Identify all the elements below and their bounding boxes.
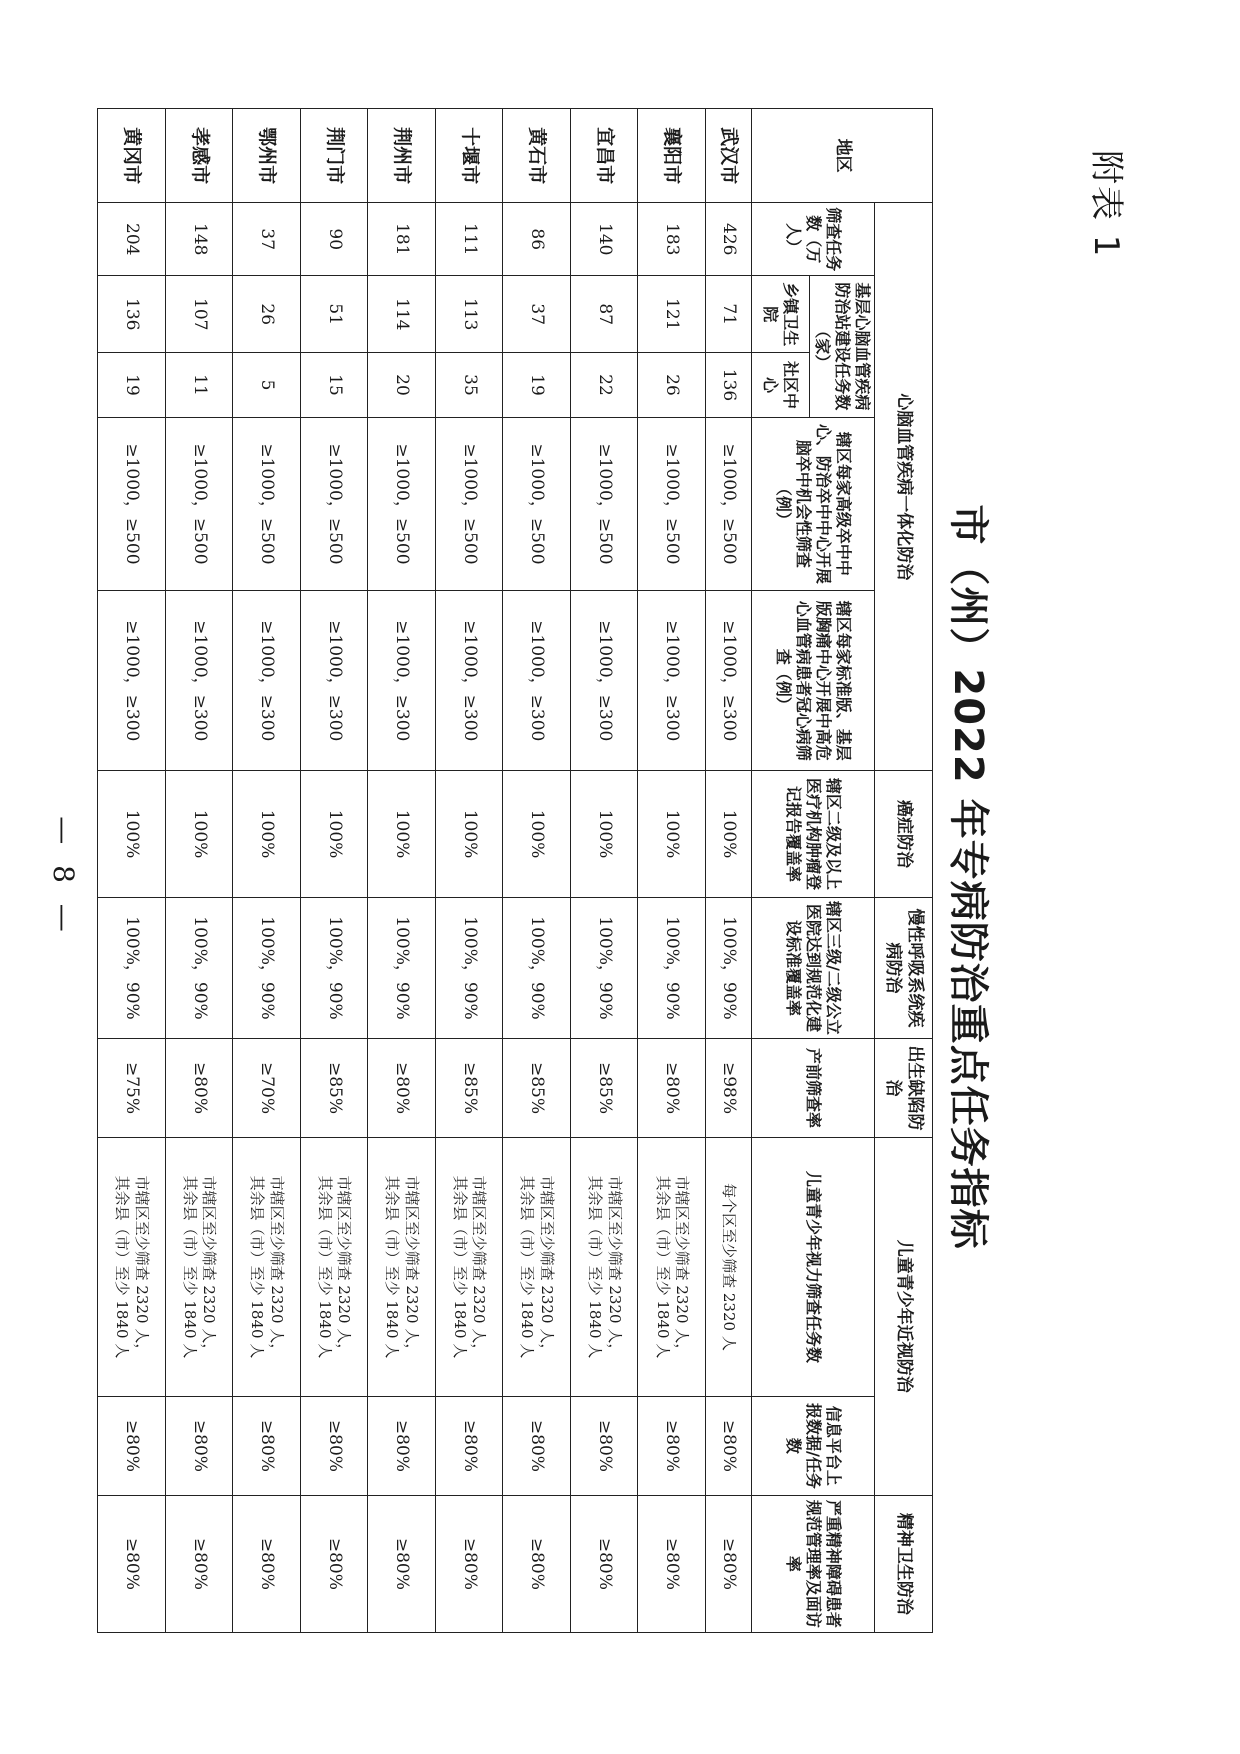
vision-line-2: 其余县（市）至少 1840 人 [518,1175,537,1359]
cell-region: 荆州市 [368,109,436,203]
cell-township-hospitals: 26 [233,276,301,353]
cell-info-platform: ≥80% [638,1397,706,1496]
cell-info-platform: ≥80% [705,1397,751,1496]
cell-chest-pain-screening: ≥1000，≥300 [638,591,706,771]
vision-line-1: 市辖区至少筛查 2320 人， [267,1175,286,1359]
cell-township-hospitals: 136 [98,276,166,353]
cell-chest-pain-screening: ≥1000，≥300 [233,591,301,771]
vision-line-2: 其余县（市）至少 1840 人 [653,1175,672,1359]
cell-stroke-screening: ≥1000，≥500 [165,417,233,591]
cell-township-hospitals: 51 [300,276,368,353]
vision-line-2: 其余县（市）至少 1840 人 [180,1175,199,1359]
cell-info-platform: ≥80% [300,1397,368,1496]
page-number: — 8 — [47,816,80,938]
vision-line-2: 其余县（市）至少 1840 人 [315,1175,334,1359]
cell-info-platform: ≥80% [165,1397,233,1496]
table-row [368,109,436,1633]
table-row [98,109,166,1633]
cell-cancer-registry: 100% [368,771,436,897]
header-chest-pain-screening: 辖区每家标准版、基层版胸痛中心开展中高危心血管病患者冠心病筛查（例） [752,591,875,771]
cell-prenatal-screening: ≥85% [435,1039,503,1138]
cell-chest-pain-screening: ≥1000，≥300 [705,591,751,771]
cell-prenatal-screening: ≥85% [300,1039,368,1138]
header-myopia-group: 儿童青少年近视防治 [875,1137,933,1495]
cell-screening-tasks: 90 [300,203,368,276]
cell-cancer-registry: 100% [233,771,301,897]
cell-mental-management: ≥80% [435,1495,503,1632]
cell-cancer-registry: 100% [300,771,368,897]
table-body [98,109,752,1633]
vision-line-2: 其余县（市）至少 1840 人 [248,1175,267,1359]
cell-cancer-registry: 100% [705,771,751,897]
cell-stroke-screening: ≥1000，≥500 [705,417,751,591]
cell-township-hospitals: 114 [368,276,436,353]
table-row [435,109,503,1633]
cell-stroke-screening: ≥1000，≥500 [638,417,706,591]
vision-line-1: 市辖区至少筛查 2320 人， [470,1175,489,1359]
cell-region: 黄冈市 [98,109,166,203]
cell-vision-tasks [503,1137,571,1396]
header-region: 地区 [752,109,933,203]
header-cardio-group: 心脑血管疾病一体化防治 [875,203,933,771]
cell-community-centers: 11 [165,353,233,417]
cell-prenatal-screening: ≥85% [503,1039,571,1138]
cell-community-centers: 22 [570,353,638,417]
cell-region: 十堰市 [435,109,503,203]
vision-line-1: 市辖区至少筛查 2320 人， [538,1175,556,1359]
cell-mental-management: ≥80% [233,1495,301,1632]
cell-vision-tasks [435,1137,503,1396]
cell-community-centers: 136 [705,353,751,417]
cell-stroke-screening: ≥1000，≥500 [300,417,368,591]
cell-prenatal-screening: ≥85% [570,1039,638,1138]
cell-mental-management: ≥80% [570,1495,638,1632]
header-vision-tasks: 儿童青少年视力筛查任务数 [752,1137,875,1396]
cell-region: 鄂州市 [233,109,301,203]
cell-cancer-registry: 100% [570,771,638,897]
cell-community-centers: 19 [503,353,571,417]
cell-community-centers: 15 [300,353,368,417]
vision-line-1: 市辖区至少筛查 2320 人， [200,1175,219,1359]
vision-line-1: 市辖区至少筛查 2320 人， [605,1175,624,1359]
cell-screening-tasks: 181 [368,203,436,276]
cell-respiratory-coverage: 100%，90% [98,897,166,1038]
cell-vision-tasks [165,1137,233,1396]
cell-cancer-registry: 100% [98,771,166,897]
cell-stroke-screening: ≥1000，≥500 [233,417,301,591]
cell-vision-tasks [638,1137,706,1396]
vision-line-1: 每个区至少筛查 2320 人 [720,1183,739,1351]
cell-chest-pain-screening: ≥1000，≥300 [300,591,368,771]
table-row [165,109,233,1633]
cell-vision-tasks [368,1137,436,1396]
cell-info-platform: ≥80% [503,1397,571,1496]
header-info-platform: 信息平台上报数据/任务数 [752,1397,875,1496]
cell-community-centers: 26 [638,353,706,417]
cell-respiratory-coverage: 100%，90% [233,897,301,1038]
header-screening-tasks: 筛查任务数（万人） [752,203,875,276]
vision-line-1: 市辖区至少筛查 2320 人， [402,1175,421,1359]
cell-mental-management: ≥80% [705,1495,751,1632]
indicator-table [97,108,933,1633]
cell-screening-tasks: 204 [98,203,166,276]
cell-cancer-registry: 100% [503,771,571,897]
header-respiratory-group: 慢性呼吸系统疾病防治 [875,897,933,1038]
header-base-station: 基层心脑血管疾病防治站建设任务数（家） [810,276,875,417]
cell-township-hospitals: 107 [165,276,233,353]
cell-screening-tasks: 426 [705,203,751,276]
header-birth-defect-group: 出生缺陷防治 [875,1039,933,1138]
cell-screening-tasks: 111 [435,203,503,276]
cell-region: 襄阳市 [638,109,706,203]
cell-prenatal-screening: ≥80% [368,1039,436,1138]
cell-respiratory-coverage: 100%，90% [638,897,706,1038]
vision-line-1: 市辖区至少筛查 2320 人， [132,1175,151,1359]
cell-township-hospitals: 121 [638,276,706,353]
cell-chest-pain-screening: ≥1000，≥300 [368,591,436,771]
cell-vision-tasks [705,1137,751,1396]
cell-chest-pain-screening: ≥1000，≥300 [435,591,503,771]
cell-respiratory-coverage: 100%，90% [503,897,571,1038]
cell-screening-tasks: 37 [233,203,301,276]
cell-chest-pain-screening: ≥1000，≥300 [165,591,233,771]
table-row [503,109,571,1633]
cell-community-centers: 35 [435,353,503,417]
cell-region: 黄石市 [503,109,571,203]
cell-chest-pain-screening: ≥1000，≥300 [503,591,571,771]
vision-line-2: 其余县（市）至少 1840 人 [383,1175,402,1359]
cell-community-centers: 19 [98,353,166,417]
header-cancer-registry: 辖区二级及以上医疗机构肿瘤登记报告覆盖率 [752,771,875,897]
vision-line-2: 其余县（市）至少 1840 人 [113,1175,132,1359]
cell-vision-tasks [233,1137,301,1396]
header-stroke-screening: 辖区每家高级卒中中心、防治卒中中心开展脑卒中机会性筛查（例） [752,417,875,591]
table-row [300,109,368,1633]
cell-mental-management: ≥80% [165,1495,233,1632]
header-mental-management: 严重精神障碍患者规范管理率及面访率 [752,1495,875,1632]
header-respiratory-coverage: 辖区三级/二级公立医院达到规范化建设标准覆盖率 [752,897,875,1038]
cell-respiratory-coverage: 100%，90% [300,897,368,1038]
cell-screening-tasks: 86 [503,203,571,276]
cell-township-hospitals: 71 [705,276,751,353]
cell-info-platform: ≥80% [435,1397,503,1496]
cell-prenatal-screening: ≥80% [165,1039,233,1138]
cell-vision-tasks [300,1137,368,1396]
cell-stroke-screening: ≥1000，≥500 [98,417,166,591]
cell-stroke-screening: ≥1000，≥500 [503,417,571,591]
cell-township-hospitals: 37 [503,276,571,353]
table-row [705,109,751,1633]
cell-chest-pain-screening: ≥1000，≥300 [98,591,166,771]
cell-mental-management: ≥80% [638,1495,706,1632]
cell-stroke-screening: ≥1000，≥500 [435,417,503,591]
cell-info-platform: ≥80% [98,1397,166,1496]
indicator-table-wrapper [97,108,933,1633]
cell-mental-management: ≥80% [98,1495,166,1632]
cell-community-centers: 5 [233,353,301,417]
cell-screening-tasks: 140 [570,203,638,276]
cell-prenatal-screening: ≥75% [98,1039,166,1138]
cell-vision-tasks [98,1137,166,1396]
header-township-hospital: 乡镇卫生院 [752,276,810,353]
cell-mental-management: ≥80% [368,1495,436,1632]
vision-line-1: 市辖区至少筛查 2320 人， [673,1175,692,1359]
cell-respiratory-coverage: 100%，90% [705,897,751,1038]
vision-line-2: 其余县（市）至少 1840 人 [450,1175,469,1359]
header-mental-group: 精神卫生防治 [875,1495,933,1632]
cell-prenatal-screening: ≥70% [233,1039,301,1138]
cell-township-hospitals: 113 [435,276,503,353]
cell-township-hospitals: 87 [570,276,638,353]
cell-prenatal-screening: ≥80% [638,1039,706,1138]
cell-region: 宜昌市 [570,109,638,203]
cell-info-platform: ≥80% [570,1397,638,1496]
cell-cancer-registry: 100% [165,771,233,897]
appendix-label: 附表 1 [1086,150,1126,259]
table-row [570,109,638,1633]
cell-stroke-screening: ≥1000，≥500 [570,417,638,591]
cell-screening-tasks: 183 [638,203,706,276]
cell-info-platform: ≥80% [368,1397,436,1496]
cell-screening-tasks: 148 [165,203,233,276]
cell-vision-tasks [570,1137,638,1396]
cell-chest-pain-screening: ≥1000，≥300 [570,591,638,771]
header-cancer-group: 癌症防治 [875,771,933,897]
vision-line-1: 市辖区至少筛查 2320 人， [335,1175,354,1359]
cell-respiratory-coverage: 100%，90% [435,897,503,1038]
vision-line-2: 其余县（市）至少 1840 人 [586,1175,605,1359]
table-row [233,109,301,1633]
cell-cancer-registry: 100% [638,771,706,897]
cell-respiratory-coverage: 100%，90% [570,897,638,1038]
cell-stroke-screening: ≥1000，≥500 [368,417,436,591]
cell-mental-management: ≥80% [503,1495,571,1632]
cell-community-centers: 20 [368,353,436,417]
cell-region: 武汉市 [705,109,751,203]
cell-respiratory-coverage: 100%，90% [368,897,436,1038]
cell-region: 孝感市 [165,109,233,203]
cell-respiratory-coverage: 100%，90% [165,897,233,1038]
table-row [638,109,706,1633]
cell-prenatal-screening: ≥98% [705,1039,751,1138]
cell-cancer-registry: 100% [435,771,503,897]
cell-region: 荆门市 [300,109,368,203]
page-title: 市（州）2022 年专病防治重点任务指标 [945,504,991,1250]
header-community-center: 社区中心 [752,353,810,417]
cell-info-platform: ≥80% [233,1397,301,1496]
header-prenatal-screening: 产前筛查率 [752,1039,875,1138]
cell-mental-management: ≥80% [300,1495,368,1632]
